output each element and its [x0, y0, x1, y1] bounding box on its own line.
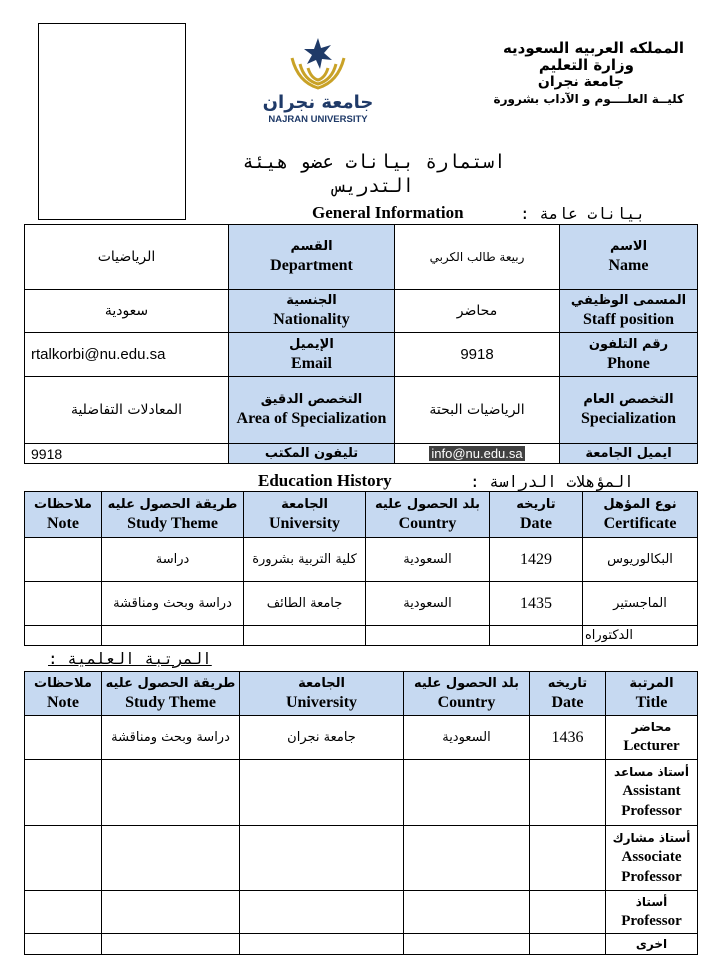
- note-cell: [25, 826, 102, 891]
- note-cell: [25, 626, 102, 646]
- certificate-cell: الماجستير: [583, 582, 698, 626]
- area-of-specialization-value: المعادلات التفاضلية: [25, 377, 229, 444]
- staff-position-label: المسمى الوظيفي Staff position: [560, 290, 698, 333]
- general-title-ar: بيانات عامة :: [520, 204, 646, 223]
- name-label: الاسم Name: [560, 225, 698, 290]
- phone-label: رقم التلفون Phone: [560, 333, 698, 377]
- rank-title-cell: اخرى: [606, 934, 698, 955]
- country-cell: [404, 891, 530, 934]
- education-title-ar: المؤهلات الدراسة :: [470, 472, 634, 491]
- col-country: بلد الحصول عليه Country: [366, 492, 490, 538]
- logo-arabic-text: جامعة نجران: [262, 92, 374, 113]
- rank-table: [24, 671, 698, 955]
- university-email-label: ايميل الجامعة: [560, 444, 698, 464]
- table-row: [25, 377, 698, 444]
- col-note: ملاحظات Note: [25, 492, 102, 538]
- rank-title-cell: أستاذ مشارك Associate Professor: [606, 826, 698, 891]
- date-cell: [530, 760, 606, 826]
- theme-cell: [102, 760, 240, 826]
- rank-title-cell: محاضر Lecturer: [606, 716, 698, 760]
- table-row: [25, 891, 698, 934]
- table-row: [25, 716, 698, 760]
- col-study-theme: طريقة الحصول عليه Study Theme: [102, 492, 244, 538]
- date-cell: [490, 626, 583, 646]
- email-value: rtalkorbi@nu.edu.sa: [25, 333, 229, 377]
- office-phone-label: تليفون المكتب: [229, 444, 395, 464]
- university-cell: كلية التربية بشرورة: [244, 538, 366, 582]
- date-cell: 1435: [490, 582, 583, 626]
- note-cell: [25, 760, 102, 826]
- country-cell: [404, 826, 530, 891]
- theme-cell: دراسة: [102, 538, 244, 582]
- university-cell: جامعة الطائف: [244, 582, 366, 626]
- university-cell: جامعة نجران: [240, 716, 404, 760]
- date-cell: [530, 934, 606, 955]
- country-cell: [404, 934, 530, 955]
- theme-cell: [102, 826, 240, 891]
- general-info-table: [24, 224, 698, 464]
- col-date: تاريخه Date: [490, 492, 583, 538]
- table-row: [25, 290, 698, 333]
- university-logo: [258, 36, 378, 132]
- note-cell: [25, 582, 102, 626]
- department-value: الرياضيات: [25, 225, 229, 290]
- col-date: تاريخه Date: [530, 672, 606, 716]
- header-block: [424, 40, 684, 108]
- certificate-cell: البكالوريوس: [583, 538, 698, 582]
- theme-cell: [102, 934, 240, 955]
- country-cell: [366, 626, 490, 646]
- table-row: [25, 826, 698, 891]
- table-header-row: [25, 492, 698, 538]
- table-row: [25, 538, 698, 582]
- rank-title-ar: المرتبة العلمية :: [48, 649, 212, 668]
- note-cell: [25, 716, 102, 760]
- nationality-value: سعودية: [25, 290, 229, 333]
- general-title-en: General Information: [312, 203, 464, 222]
- col-certificate: نوع المؤهل Certificate: [583, 492, 698, 538]
- department-label: القسم Department: [229, 225, 395, 290]
- area-of-specialization-label: التخصص الدقيق Area of Specialization: [229, 377, 395, 444]
- note-cell: [25, 891, 102, 934]
- college-line: كليــة العلــــوم و الآداب بشرورة: [493, 92, 684, 106]
- logo-english-text: NAJRAN UNIVERSITY: [268, 114, 368, 125]
- country-cell: السعودية: [366, 538, 490, 582]
- theme-cell: [102, 626, 244, 646]
- date-cell: [530, 891, 606, 934]
- ministry-line: وزارة التعليم: [538, 56, 634, 74]
- specialization-value: الرياضيات البحتة: [395, 377, 560, 444]
- country-cell: السعودية: [404, 716, 530, 760]
- rank-title-cell: أستاذ Professor: [606, 891, 698, 934]
- country-cell: السعودية: [366, 582, 490, 626]
- col-note: ملاحظات Note: [25, 672, 102, 716]
- name-value: ربيعة طالب الكربي: [395, 225, 560, 290]
- phone-value: 9918: [395, 333, 560, 377]
- note-cell: [25, 934, 102, 955]
- table-row: [25, 760, 698, 826]
- university-cell: [240, 891, 404, 934]
- rank-title-cell: أستاذ مساعد Assistant Professor: [606, 760, 698, 826]
- university-line: جامعة نجران: [537, 74, 624, 90]
- table-row: [25, 626, 698, 646]
- note-cell: [25, 538, 102, 582]
- theme-cell: دراسة وبحث ومناقشة: [102, 582, 244, 626]
- kingdom-line: المملكه العربيه السعوديه: [502, 39, 684, 57]
- photo-placeholder: [38, 23, 186, 220]
- table-row: [25, 582, 698, 626]
- date-cell: 1429: [490, 538, 583, 582]
- col-title: المرتبة Title: [606, 672, 698, 716]
- university-email-value: [395, 444, 560, 464]
- col-study-theme: طريقة الحصول عليه Study Theme: [102, 672, 240, 716]
- certificate-cell: الدكتوراه: [583, 626, 698, 646]
- specialization-label: التخصص العام Specialization: [560, 377, 698, 444]
- table-row: [25, 444, 698, 464]
- education-table: [24, 491, 698, 646]
- university-cell: [240, 934, 404, 955]
- office-phone-value: 9918: [25, 444, 229, 464]
- university-cell: [240, 760, 404, 826]
- university-cell: [244, 626, 366, 646]
- table-row: [25, 333, 698, 377]
- form-title: استمارة بيانات عضو هيئة التدريس: [242, 151, 506, 197]
- theme-cell: [102, 891, 240, 934]
- university-cell: [240, 826, 404, 891]
- country-cell: [404, 760, 530, 826]
- col-university: الجامعة University: [244, 492, 366, 538]
- table-row: [25, 934, 698, 955]
- date-cell: 1436: [530, 716, 606, 760]
- table-row: [25, 225, 698, 290]
- education-title-en: Education History: [258, 471, 392, 490]
- date-cell: [530, 826, 606, 891]
- col-country: بلد الحصول عليه Country: [404, 672, 530, 716]
- theme-cell: دراسة وبحث ومناقشة: [102, 716, 240, 760]
- staff-position-value: محاضر: [395, 290, 560, 333]
- table-header-row: [25, 672, 698, 716]
- nationality-label: الجنسية Nationality: [229, 290, 395, 333]
- university-email-text: info@nu.edu.sa: [431, 445, 523, 461]
- email-label: الإيميل Email: [229, 333, 395, 377]
- col-university: الجامعة University: [240, 672, 404, 716]
